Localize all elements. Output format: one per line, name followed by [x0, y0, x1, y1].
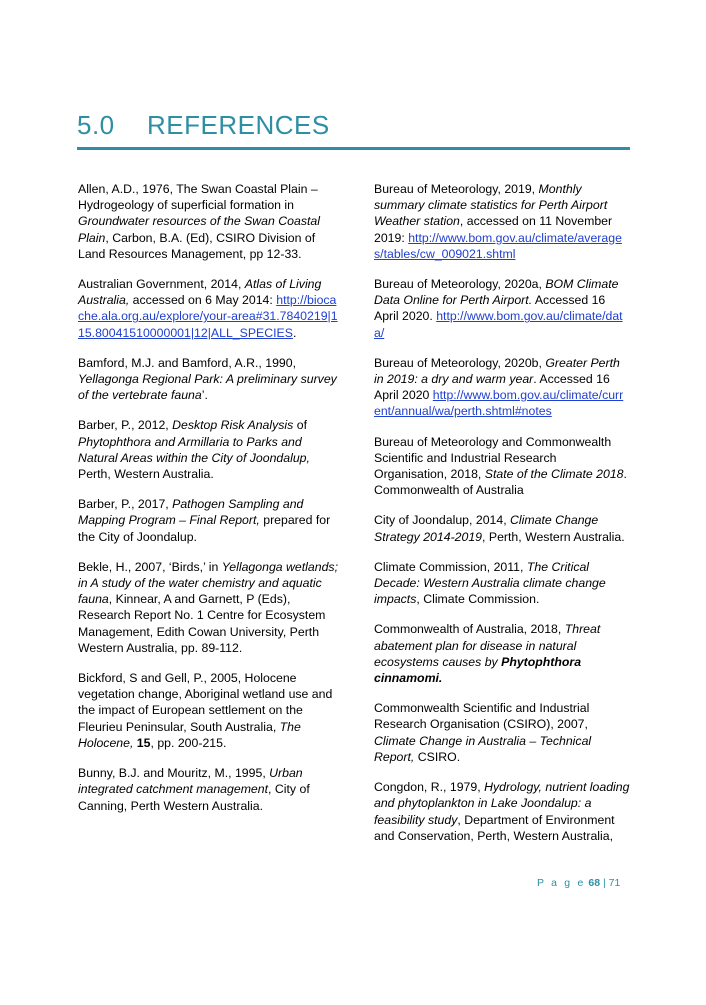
reference-entry-commonwealth	[374, 621, 630, 686]
reference-link[interactable]: http://www.bom.gov.au/climate/data/	[374, 309, 623, 340]
reference-text: ’.	[201, 388, 208, 403]
reference-text: , Perth, Western Australia.	[482, 529, 625, 544]
references-column-right	[374, 181, 630, 858]
reference-title-text: Atlas of Living Australia,	[78, 277, 322, 308]
reference-entry-joondalup	[374, 512, 630, 544]
reference-text: Bamford, M.J. and Bamford, A.R., 1990,	[78, 355, 297, 370]
reference-title-text: Yellagonga wetlands; in A study of the water chemistry and aquatic fauna	[78, 559, 338, 607]
reference-entry-bickford	[78, 670, 338, 751]
reference-text: of	[293, 418, 307, 433]
reference-title-text: Yellagonga Regional Park: A preliminary survey of the vertebrate fauna	[78, 372, 337, 403]
reference-text: Commonwealth of Australia, 2018,	[374, 622, 565, 637]
reference-text: CSIRO.	[414, 749, 461, 764]
reference-entry-bunny	[78, 765, 338, 814]
reference-title-text: Monthly summary climate statistics for Perth Airport Weather station	[374, 182, 608, 229]
section-title: REFERENCES	[147, 110, 330, 140]
reference-entry-csiro	[374, 700, 630, 765]
reference-title-text: Pathogen Sampling and Mapping Program – Final Report,	[78, 497, 304, 528]
reference-title-text: The Critical Decade: Western Australia climate change impacts	[374, 559, 606, 607]
reference-title-text: Desktop Risk Analysis	[172, 418, 294, 433]
reference-text: 15	[136, 735, 151, 750]
reference-text: Bureau of Meteorology, 2020b,	[374, 355, 546, 370]
reference-text: , accessed on 11 November 2019:	[374, 214, 613, 245]
reference-text: accessed on 6 May 2014:	[129, 293, 277, 308]
total-pages: 71	[608, 877, 621, 889]
reference-title-text: State of the Climate 2018	[484, 467, 624, 482]
reference-link[interactable]: http://biocache.ala.org.au/explore/your-area#31.7840219|115.80041510000001|12|ALL_SPECIES	[78, 293, 338, 340]
reference-title-text: The Holocene,	[78, 719, 301, 750]
references-column-left	[78, 181, 338, 828]
reference-entry-bom-2019	[374, 181, 630, 262]
reference-text: .	[292, 325, 297, 340]
reference-text: . Commonwealth of Australia	[374, 467, 627, 498]
reference-entry-bom-2020b	[374, 355, 630, 420]
reference-text: , City of Canning, Perth Western Australia.	[78, 782, 310, 813]
reference-title-text: Urban integrated catchment management	[78, 766, 303, 797]
reference-text: prepared for the City of Joondalup.	[78, 513, 331, 544]
reference-entry-allen	[78, 181, 338, 262]
reference-text: Bekle, H., 2007, ‘Birds,’ in	[78, 559, 222, 574]
page-footer	[537, 877, 620, 889]
reference-link[interactable]: http://www.bom.gov.au/climate/averages/tables/cw_009021.shtml	[374, 230, 622, 261]
reference-text: , Carbon, B.A. (Ed), CSIRO Division of Land Resources Management, pp 12-33.	[78, 230, 316, 261]
section-number: 5.0	[77, 110, 115, 140]
reference-text: Barber, P., 2017,	[78, 497, 173, 512]
reference-entry-barber-2017	[78, 496, 338, 545]
reference-link[interactable]: http://www.bom.gov.au/climate/current/annual/wa/perth.shtml#notes	[374, 388, 624, 419]
reference-entry-aus-gov	[78, 276, 338, 341]
reference-title-text: Phytophthora and Armillaria to Parks and Natural Areas within the City of Joondalup,	[78, 434, 310, 465]
reference-text: . Accessed 16 April 2020	[374, 372, 610, 403]
reference-title-text: Climate Change in Australia – Technical Report,	[374, 733, 592, 764]
reference-text: Bureau of Meteorology, 2020a,	[374, 277, 546, 292]
reference-text: Allen, A.D., 1976, The Swan Coastal Plain – Hydrogeology of superficial formation in	[78, 182, 318, 213]
reference-text: Accessed 16 April 2020.	[374, 293, 606, 324]
reference-title-text: Climate Change Strategy 2014-2019	[374, 513, 599, 544]
reference-text: , Kinnear, A and Garnett, P (Eds), Research Report No. 1 Centre for Ecosystem Management, Edith Cowan University, Perth Western Australia, pp. 89-112.	[78, 592, 326, 655]
reference-entry-bamford	[78, 355, 338, 404]
section-heading	[77, 110, 330, 141]
reference-text: , pp. 200-215.	[150, 735, 227, 750]
reference-entry-climate-commission	[374, 559, 630, 608]
heading-underline	[77, 147, 630, 150]
reference-text: Bickford, S and Gell, P., 2005, Holocene vegetation change, Aboriginal wetland use and the impact of European settlement on the Fleurieu Peninsular, South Australia,	[78, 671, 333, 734]
reference-text: Australian Government, 2014,	[78, 277, 245, 292]
reference-text: Bureau of Meteorology, 2019,	[374, 182, 539, 196]
reference-text: , Department of Environment and Conservation, Perth, Western Australia,	[374, 812, 615, 843]
reference-text: Perth, Western Australia.	[78, 467, 214, 482]
reference-title-text: Threat abatement plan for disease in natural ecosystems causes by	[374, 622, 601, 669]
reference-text: Bureau of Meteorology and Commonwealth Scientific and Industrial Research Organisation, 2018,	[374, 434, 612, 482]
reference-title-text: BOM Climate Data Online for Perth Airport.	[374, 277, 619, 308]
reference-text: Barber, P., 2012,	[78, 418, 173, 433]
page-label: P a g e	[537, 877, 586, 889]
reference-entry-barber-2012	[78, 417, 338, 482]
reference-title-text: Groundwater resources of the Swan Coastal Plain	[78, 214, 320, 245]
reference-text: Commonwealth Scientific and Industrial Research Organisation (CSIRO), 2007,	[374, 701, 590, 732]
reference-title-text: Phytophthora cinnamomi.	[374, 654, 582, 686]
reference-text: , Climate Commission.	[416, 592, 540, 607]
reference-entry-bom-csiro	[374, 434, 630, 499]
page-number: 68	[588, 877, 601, 889]
reference-text: Bunny, B.J. and Mouritz, M., 1995,	[78, 766, 270, 781]
reference-title-text: Greater Perth in 2019: a dry and warm year	[374, 355, 620, 387]
reference-title-text: Hydrology, nutrient loading and phytoplankton in Lake Joondalup: a feasibility study	[374, 780, 630, 827]
reference-entry-bom-2020a	[374, 276, 630, 341]
reference-entry-bekle	[78, 559, 338, 656]
reference-text: Congdon, R., 1979,	[374, 780, 485, 795]
reference-text: City of Joondalup, 2014,	[374, 513, 511, 528]
reference-text: Climate Commission, 2011,	[374, 559, 527, 574]
page-separator: |	[603, 877, 606, 889]
reference-entry-congdon	[374, 779, 630, 844]
